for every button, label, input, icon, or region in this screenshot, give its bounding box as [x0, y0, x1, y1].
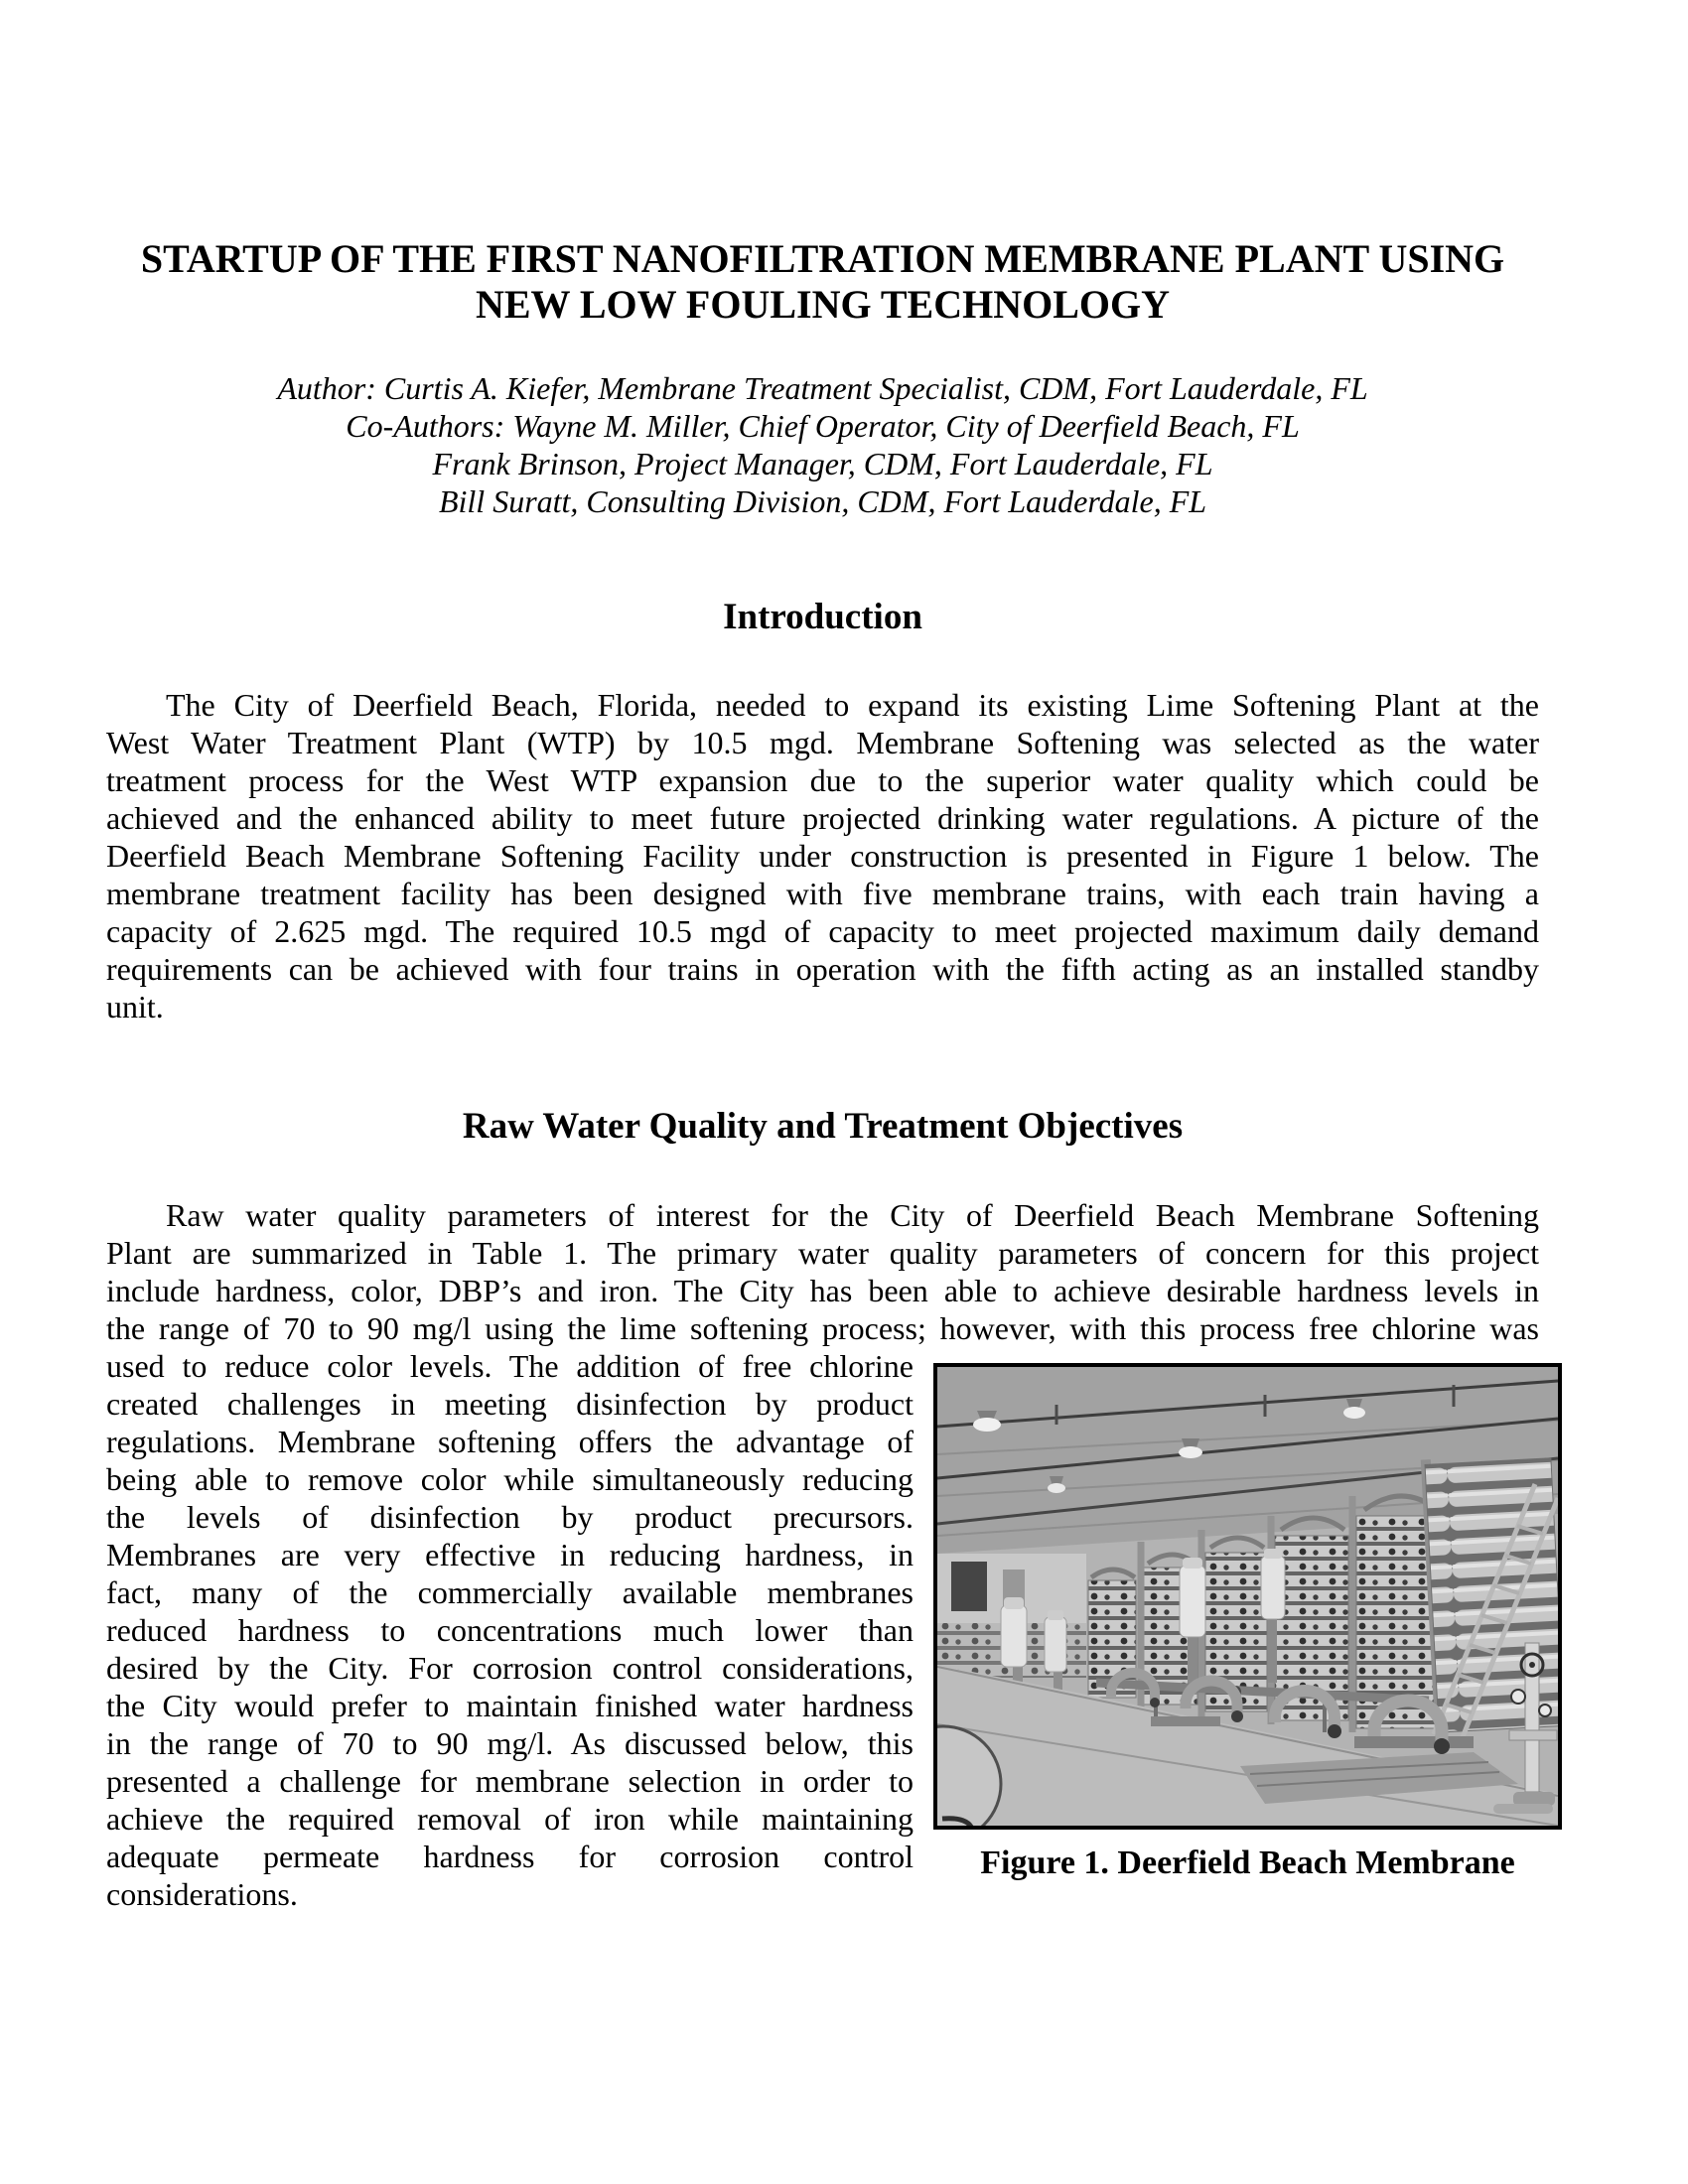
text-line: Deerfield Beach Membrane Softening Facility under construction is presented in Figure 1 below. The	[106, 838, 1539, 874]
text-line: adequate permeate hardness for corrosion control	[106, 1839, 914, 1874]
text-line: created challenges in meeting disinfection by product	[106, 1386, 914, 1422]
paper-title	[106, 236, 1539, 328]
title-line-2: NEW LOW FOULING TECHNOLOGY	[475, 282, 1171, 327]
text-line: membrane treatment facility has been designed with five membrane trains, with each train having a	[106, 876, 1539, 911]
text-line: West Water Treatment Plant (WTP) by 10.5 mgd. Membrane Softening was selected as the water	[106, 725, 1539, 760]
text-line: requirements can be achieved with four trains in operation with the fifth acting as an installed standby	[106, 951, 1539, 987]
text-line: achieve the required removal of iron while maintaining	[106, 1801, 914, 1837]
author-line: Author: Curtis A. Kiefer, Membrane Treatment Specialist, CDM, Fort Lauderdale, FL	[277, 370, 1368, 406]
coauthor-line: Co-Authors: Wayne M. Miller, Chief Operator, City of Deerfield Beach, FL	[346, 408, 1300, 444]
text-line: considerations.	[106, 1876, 298, 1912]
text-line: treatment process for the West WTP expansion due to the superior water quality which could be	[106, 762, 1539, 798]
section-heading-introduction: Introduction	[723, 597, 922, 637]
title-line-1: STARTUP OF THE FIRST NANOFILTRATION MEMBRANE PLANT USING	[140, 236, 1505, 281]
text-line: the range of 70 to 90 mg/l using the lime softening process; however, with this process free chlorine was	[106, 1310, 1539, 1346]
author-block	[106, 369, 1539, 520]
text-line: desired by the City. For corrosion control considerations,	[106, 1650, 914, 1686]
raw-water-paragraph-wrapped	[106, 1347, 914, 1913]
text-line: Plant are summarized in Table 1. The primary water quality parameters of concern for this project	[106, 1235, 1539, 1271]
text-line: capacity of 2.625 mgd. The required 10.5 mgd of capacity to meet projected maximum daily demand	[106, 913, 1539, 949]
figure-caption: Figure 1. Deerfield Beach Membrane	[980, 1844, 1515, 1881]
raw-water-paragraph-full-width	[106, 1196, 1539, 1347]
text-line: Raw water quality parameters of interest for the City of Deerfield Beach Membrane Softening	[166, 1197, 1539, 1233]
text-line: presented a challenge for membrane selection in order to	[106, 1763, 914, 1799]
coauthor-line: Frank Brinson, Project Manager, CDM, Fort Lauderdale, FL	[432, 446, 1213, 481]
text-line: being able to remove color while simultaneously reducing	[106, 1461, 914, 1497]
text-line: include hardness, color, DBP’s and iron. The City has been able to achieve desirable hardness levels in	[106, 1273, 1539, 1308]
text-line: unit.	[106, 989, 164, 1024]
text-line: fact, many of the commercially available membranes	[106, 1574, 914, 1610]
section-heading-raw-water: Raw Water Quality and Treatment Objectives	[462, 1106, 1184, 1147]
figure-image	[933, 1363, 1562, 1830]
text-line: the levels of disinfection by product precursors.	[106, 1499, 914, 1535]
text-line: regulations. Membrane softening offers the advantage of	[106, 1424, 914, 1459]
text-line: the City would prefer to maintain finished water hardness	[106, 1688, 914, 1723]
text-line: achieved and the enhanced ability to meet future projected drinking water regulations. A picture of the	[106, 800, 1539, 836]
text-line: The City of Deerfield Beach, Florida, needed to expand its existing Lime Softening Plant at the	[166, 687, 1539, 723]
membrane-plant-photo	[937, 1367, 1558, 1826]
introduction-paragraph	[106, 686, 1539, 1025]
coauthor-line: Bill Suratt, Consulting Division, CDM, Fort Lauderdale, FL	[438, 483, 1207, 519]
text-line: reduced hardness to concentrations much lower than	[106, 1612, 914, 1648]
text-line: Membranes are very effective in reducing hardness, in	[106, 1537, 914, 1572]
text-line: in the range of 70 to 90 mg/l. As discussed below, this	[106, 1725, 914, 1761]
text-line: used to reduce color levels. The addition of free chlorine	[106, 1348, 914, 1384]
